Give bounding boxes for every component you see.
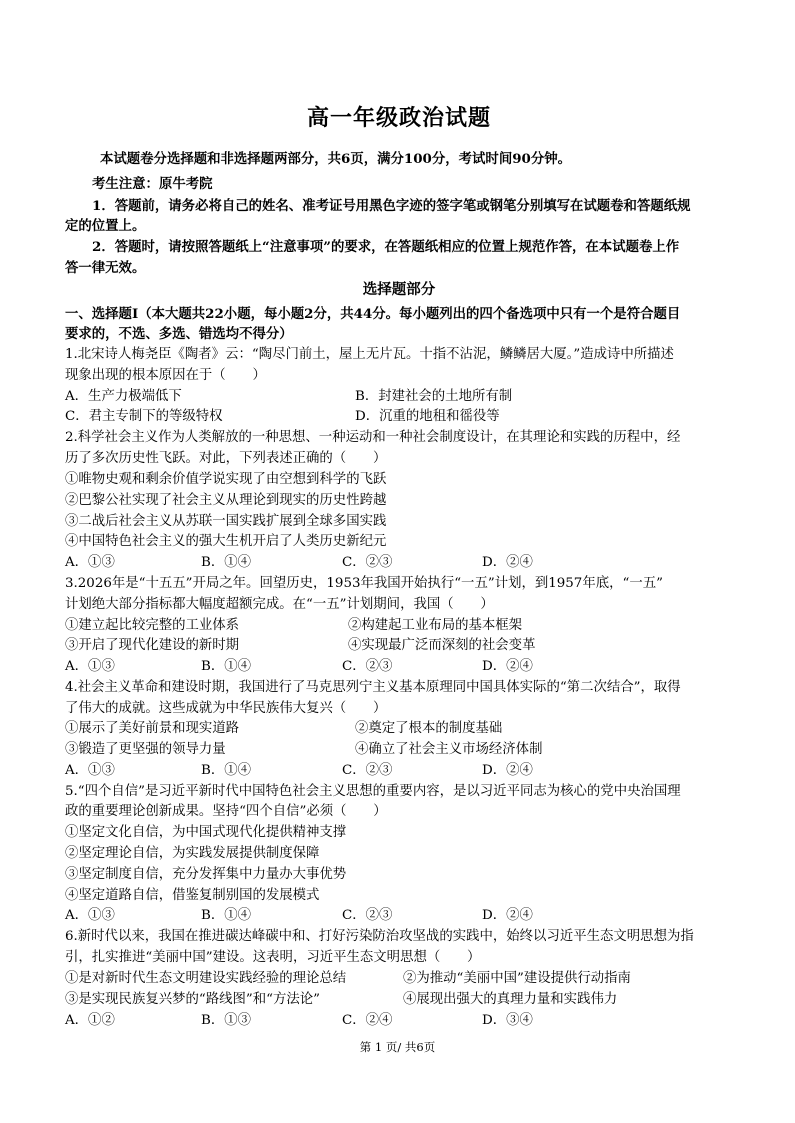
q4-option-c: C．②③ xyxy=(342,763,393,778)
q3-option-b: B．①④ xyxy=(201,659,252,674)
q6-option-c: C．②④ xyxy=(342,1013,393,1028)
q5-option-c: C．②③ xyxy=(342,908,393,923)
q5-statement-2: ②坚定理论自信，为实践发展提供制度保障 xyxy=(65,846,320,861)
q3-statement-2: ②构建起工业布局的基本框架 xyxy=(348,618,523,633)
q6-stem-line-1: 6.新时代以来，我国在推进碳达峰碳中和、打好污染防治攻坚战的实践中，始终以习近平生态文明思想为指 xyxy=(65,929,694,944)
notice-1-line-1: 1．答题前，请务必将自己的姓名、准考证号用黑色字迹的签字笔或钢笔分别填写在试题卷和答题纸规 xyxy=(92,198,691,214)
q6-option-b: B．①③ xyxy=(201,1013,252,1028)
q6-statement-2: ②为推动“美丽中国”建设提供行动指南 xyxy=(403,971,631,986)
q1-stem-line-1: 1.北宋诗人梅尧臣《陶者》云：“陶尽门前土，屋上无片瓦。十指不沾泥，鳞鳞居大厦。”造成诗中所描述 xyxy=(65,347,674,362)
q5-stem-line-1: 5.“四个自信”是习近平新时代中国特色社会主义思想的重要内容，是以习近平同志为核心的党中央治国理 xyxy=(65,784,681,799)
q5-statement-4: ④坚定道路自信，借鉴复制别国的发展模式 xyxy=(65,888,320,903)
q1-option-a: A．生产力极端低下 xyxy=(65,389,182,404)
notice-title: 考生注意：原牛考院 xyxy=(92,176,213,192)
section-heading-line-1: 一、选择题Ⅰ（本大题共22小题，每小题2分，共44分。每小题列出的四个备选项中只有一个是符合题目 xyxy=(65,306,681,322)
q2-stem-line-2: 历了多次历史性飞跃。对此，下列表述正确的（ ） xyxy=(65,451,387,466)
notice-1-line-2: 定的位置上。 xyxy=(65,218,146,234)
q4-statement-4: ④确立了社会主义市场经济体制 xyxy=(355,742,543,757)
q4-stem-line-2: 了伟大的成就。这些成就为中华民族伟大复兴（ ） xyxy=(65,701,387,716)
notice-2-line-2: 答一律无效。 xyxy=(65,260,146,276)
q5-option-d: D．②④ xyxy=(482,908,533,923)
q4-statement-3: ③锻造了更坚强的领导力量 xyxy=(65,742,226,757)
q2-statement-3: ③二战后社会主义从苏联一国实践扩展到全球多国实践 xyxy=(65,514,387,529)
q5-option-b: B．①④ xyxy=(201,908,252,923)
q6-option-a: A．①② xyxy=(65,1013,115,1028)
q3-stem-line-2: 计划绝大部分指标都大幅度超额完成。在“一五”计划期间，我国（ ） xyxy=(65,597,494,612)
section-heading-line-2: 要求的，不选、多选、错选均不得分） xyxy=(65,326,293,342)
q1-option-b: B．封建社会的土地所有制 xyxy=(355,389,513,404)
q3-option-c: C．②③ xyxy=(342,659,393,674)
q3-statement-4: ④实现最广泛而深刻的社会变革 xyxy=(348,638,536,653)
q1-option-d: D．沉重的地租和徭役等 xyxy=(355,409,500,424)
q2-option-c: C．②③ xyxy=(342,555,393,570)
q2-option-a: A．①③ xyxy=(65,555,115,570)
notice-2-line-1: 2．答题时，请按照答题纸上“注意事项”的要求，在答题纸相应的位置上规范作答，在本试题卷上作 xyxy=(92,239,680,255)
q2-statement-2: ②巴黎公社实现了社会主义从理论到现实的历史性跨越 xyxy=(65,493,387,508)
q4-option-a: A．①③ xyxy=(65,763,115,778)
section-title: 选择题部分 xyxy=(362,281,436,298)
q3-option-d: D．②④ xyxy=(482,659,533,674)
q3-option-a: A．①③ xyxy=(65,659,115,674)
q5-statement-3: ③坚定制度自信，充分发挥集中力量办大事优势 xyxy=(65,867,347,882)
q2-option-b: B．①④ xyxy=(201,555,252,570)
exam-intro: 本试题卷分选择题和非选择题两部分，共6页，满分100分，考试时间90分钟。 xyxy=(100,151,572,167)
q2-statement-1: ①唯物史观和剩余价值学说实现了由空想到科学的飞跃 xyxy=(65,472,387,487)
q6-statement-4: ④展现出强大的真理力量和实践伟力 xyxy=(403,992,618,1007)
q6-stem-line-2: 引，扎实推进“美丽中国”建设。这表明，习近平生态文明思想（ ） xyxy=(65,950,481,965)
q4-statement-1: ①展示了美好前景和现实道路 xyxy=(65,721,240,736)
page-title: 高一年级政治试题 xyxy=(306,105,491,131)
q3-statement-1: ①建立起比较完整的工业体系 xyxy=(65,618,240,633)
q4-option-b: B．①④ xyxy=(201,763,252,778)
q1-stem-line-2: 现象出现的根本原因在于（ ） xyxy=(65,368,266,383)
q5-statement-1: ①坚定文化自信，为中国式现代化提供精神支撑 xyxy=(65,825,347,840)
q6-option-d: D．③④ xyxy=(482,1013,533,1028)
q3-stem-line-1: 3.2026年是“十五五”开局之年。回望历史，1953年我国开始执行“一五”计划，到1957年底，“一五” xyxy=(65,576,663,591)
q1-option-c: C．君主专制下的等级特权 xyxy=(65,409,223,424)
q2-stem-line-1: 2.科学社会主义作为人类解放的一种思想、一种运动和一种社会制度设计，在其理论和实践的历程中，经 xyxy=(65,430,681,445)
q4-stem-line-1: 4.社会主义革命和建设时期，我国进行了马克思列宁主义基本原理同中国具体实际的“第二次结合”，取得 xyxy=(65,680,681,695)
q4-option-d: D．②④ xyxy=(482,763,533,778)
q5-option-a: A．①③ xyxy=(65,908,115,923)
q3-statement-3: ③开启了现代化建设的新时期 xyxy=(65,638,240,653)
q4-statement-2: ②奠定了根本的制度基础 xyxy=(355,721,503,736)
q5-stem-line-2: 政的重要理论创新成果。坚持“四个自信”必须（ ） xyxy=(65,804,387,819)
page-footer: 第 1 页/ 共6页 xyxy=(359,1040,436,1054)
q2-statement-4: ④中国特色社会主义的强大生机开启了人类历史新纪元 xyxy=(65,534,387,549)
q6-statement-3: ③是实现民族复兴梦的“路线图”和“方法论” xyxy=(65,992,321,1007)
q6-statement-1: ①是对新时代生态文明建设实践经验的理论总结 xyxy=(65,971,347,986)
q2-option-d: D．②④ xyxy=(482,555,533,570)
